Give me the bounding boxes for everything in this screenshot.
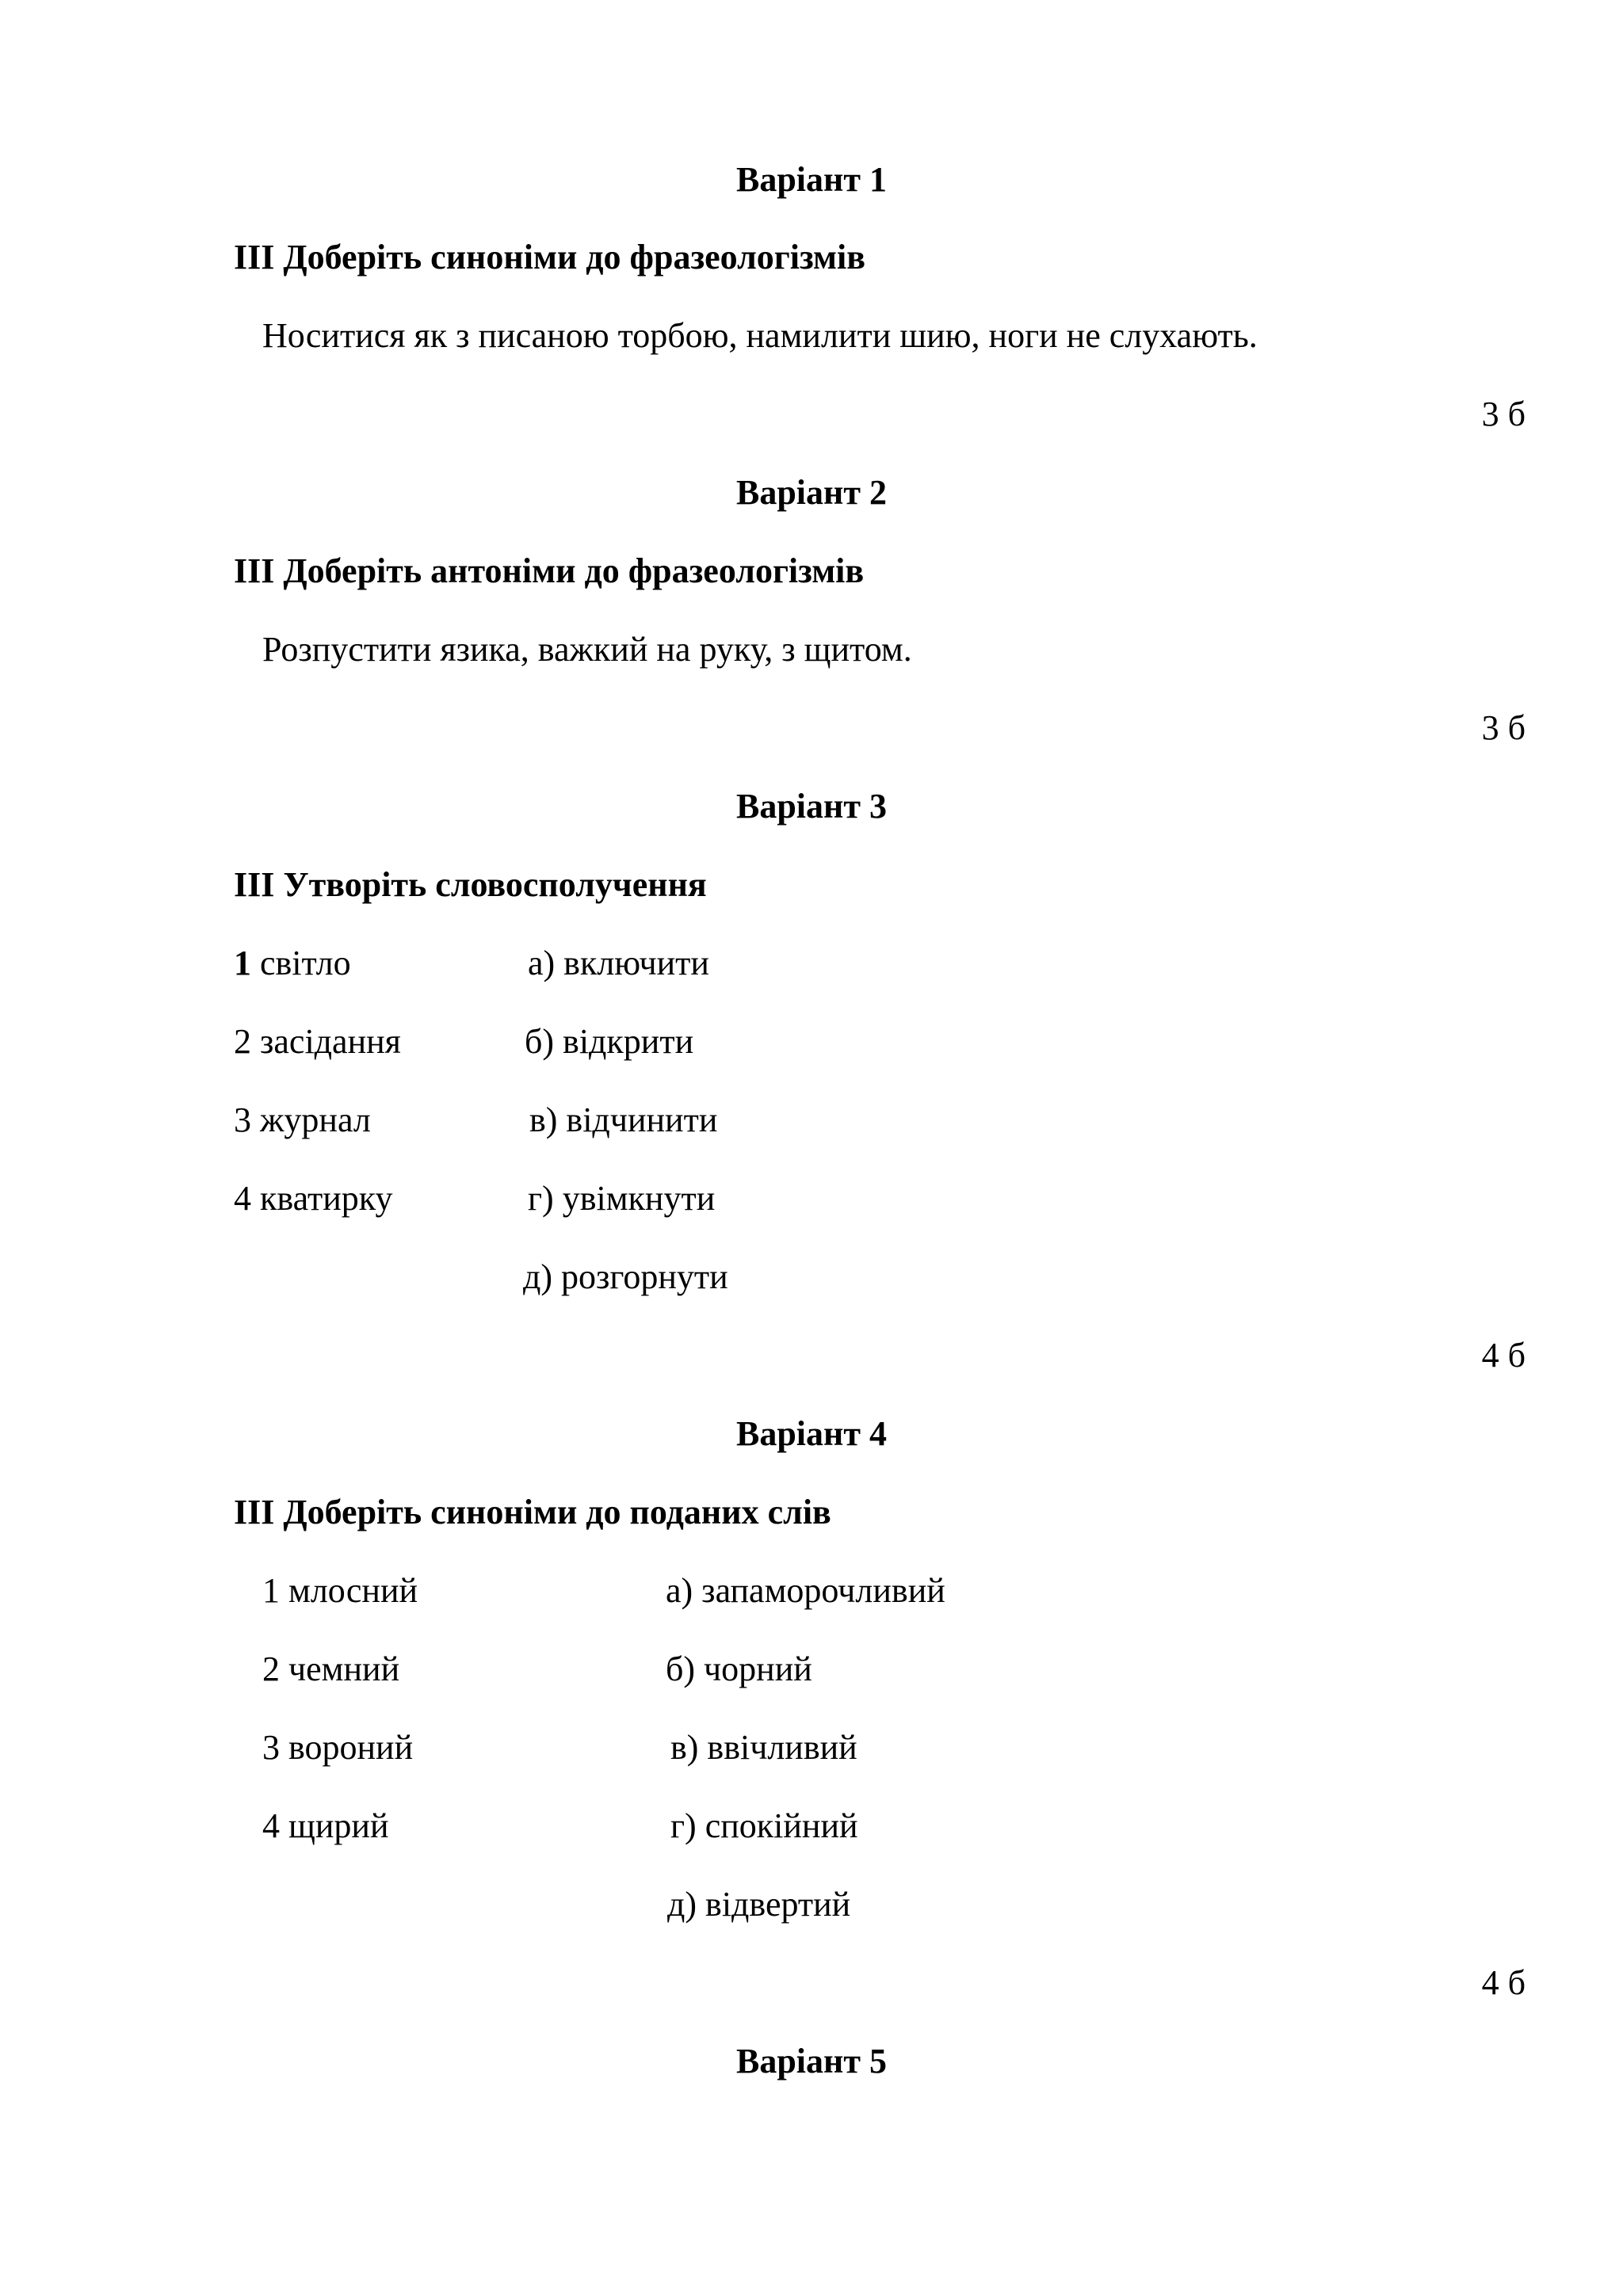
variant-4-left-item-1: 1 млосний [262,1571,418,1610]
variant-2-points: 3 б [1481,708,1526,747]
variant-3-title: Варіант 3 [735,787,887,826]
variant-1-title: Варіант 1 [735,160,887,199]
variant-3-right-item-e: д) розгорнути [523,1257,728,1296]
item-number: 4 [234,1179,251,1218]
variant-1-points: 3 б [1481,395,1526,433]
variant-5-title: Варіант 5 [735,2042,887,2081]
variant-4-right-item-b: б) чорний [666,1650,812,1688]
item-word: кватирку [260,1179,393,1218]
item-word: журнал [260,1100,371,1139]
variant-4-right-item-d: г) спокійний [670,1806,858,1845]
variant-3-points: 4 б [1481,1336,1526,1375]
variant-4-right-item-c: в) ввічливий [670,1728,857,1767]
variant-3-left-item-3 [234,1098,371,1142]
variant-4-left-item-4: 4 щирий [262,1806,389,1845]
variant-4-left-item-3: 3 вороний [262,1728,414,1767]
item-word: світло [260,944,351,982]
variant-3-right-item-d: г) увімкнути [528,1179,716,1218]
item-number: 1 [234,944,251,982]
variant-4-title: Варіант 4 [735,1414,887,1453]
variant-4-right-item-e: д) відвертий [667,1885,851,1924]
variant-4-left-item-2: 2 чемний [262,1650,400,1688]
variant-3-right-item-c: в) відчинити [529,1100,718,1139]
variant-3-right-item-a: а) включити [528,944,709,982]
item-word: засідання [260,1022,401,1061]
variant-2-task: ІІІ Доберіть антоніми до фразеологізмів [234,551,865,590]
variant-3-left-item-1 [234,941,351,986]
variant-1-task: ІІІ Доберіть синоніми до фразеологізмів [234,238,866,277]
variant-1-body: Носитися як з писаною торбою, намилити шию, ноги не слухають. [262,316,1258,355]
variant-3-left-item-4 [234,1177,393,1221]
variant-2-title: Варіант 2 [735,473,887,512]
variant-3-left-item-2 [234,1020,401,1064]
item-number: 2 [234,1022,251,1061]
variant-4-points: 4 б [1481,1963,1526,2002]
item-number: 3 [234,1100,251,1139]
variant-4-task: ІІІ Доберіть синоніми до поданих слів [234,1493,831,1531]
variant-4-right-item-a: а) запаморочливий [666,1571,945,1610]
variant-3-right-item-b: б) відкрити [525,1022,694,1061]
variant-2-body: Розпустити язика, важкий на руку, з щитом. [262,630,912,669]
variant-3-task: ІІІ Утворіть словосполучення [234,865,707,904]
